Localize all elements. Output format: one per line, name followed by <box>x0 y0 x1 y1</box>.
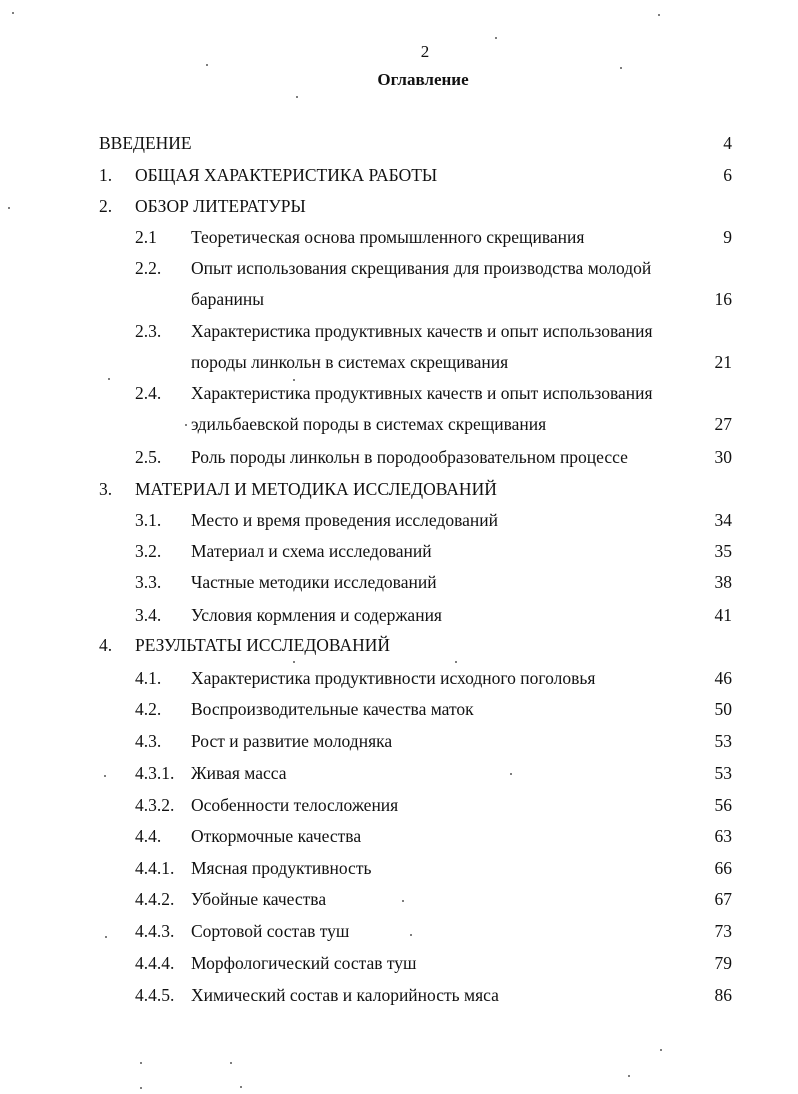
scan-speck <box>108 378 110 380</box>
scan-speck <box>402 900 404 902</box>
toc-entry-title: Живая масса <box>191 763 287 783</box>
toc-entry-number: 3.2. <box>135 541 162 561</box>
toc-entry-number: 4.2. <box>135 699 162 719</box>
toc-entry-title: ОБЩАЯ ХАРАКТЕРИСТИКА РАБОТЫ <box>135 165 438 185</box>
scan-speck <box>105 936 107 938</box>
toc-entry-title: ОБЗОР ЛИТЕРАТУРЫ <box>135 196 306 216</box>
toc-entry[interactable] <box>0 316 798 378</box>
toc-entry-page: 66 <box>714 858 732 878</box>
toc-entry-number: 4.4. <box>135 826 162 846</box>
toc-entry-title: Теоретическая основа промышленного скрещивания <box>191 227 585 247</box>
toc-entry[interactable] <box>0 378 798 440</box>
toc-entry-page: 63 <box>714 826 732 846</box>
toc-entry-number: 2.1 <box>135 227 157 247</box>
toc-entry-page: 86 <box>714 985 732 1005</box>
toc-entry[interactable] <box>0 980 798 1042</box>
toc-entry-number: 2.4. <box>135 383 162 403</box>
scan-speck <box>185 424 187 426</box>
toc-entry-page: 46 <box>714 668 732 688</box>
toc-entry-page: 38 <box>714 572 732 592</box>
toc-entry-page: 56 <box>714 795 732 815</box>
page-title: Оглавление <box>377 70 469 89</box>
toc-entry-title: Химический состав и калорийность мяса <box>191 985 499 1005</box>
toc-entry-title: РЕЗУЛЬТАТЫ ИССЛЕДОВАНИЙ <box>135 635 391 655</box>
toc-entry-page: 6 <box>723 165 732 185</box>
scan-speck <box>8 207 10 209</box>
toc-entry-page: 53 <box>714 731 732 751</box>
toc-entry-number: 4. <box>99 635 113 655</box>
scan-speck <box>410 934 412 936</box>
scan-speck <box>660 1049 662 1051</box>
toc-entry-title: Убойные качества <box>191 889 327 909</box>
scan-speck <box>12 12 14 14</box>
toc-entry-number: 2.2. <box>135 258 162 278</box>
toc-entry-number: 4.3.1. <box>135 763 175 783</box>
toc-entry-number: 3.3. <box>135 572 162 592</box>
toc-entry-number: 4.3.2. <box>135 795 175 815</box>
scan-speck <box>628 1075 630 1077</box>
toc-entry-page: 53 <box>714 763 732 783</box>
scan-speck <box>293 379 295 381</box>
toc-entry-number: 4.4.1. <box>135 858 175 878</box>
toc-entry-title: Особенности телосложения <box>191 795 399 815</box>
scan-speck <box>206 64 208 66</box>
page-number: 2 <box>420 42 430 61</box>
scan-speck <box>140 1087 142 1089</box>
toc-entry-number: 4.3. <box>135 731 162 751</box>
toc-entry-page: 50 <box>714 699 732 719</box>
toc-entry-title: Сортовой состав туш <box>191 921 350 941</box>
toc-entry-title: Условия кормления и содержания <box>191 605 442 625</box>
toc-entry-title: Частные методики исследований <box>191 572 437 592</box>
toc-entry-page: 30 <box>714 447 732 467</box>
scan-speck <box>658 14 660 16</box>
toc-entry-title: Характеристика продуктивных качеств и опыт использования породы линкольн в системах скрещивания <box>191 321 653 372</box>
toc-entry-number: 4.4.5. <box>135 985 175 1005</box>
scan-speck <box>293 661 295 663</box>
scan-speck <box>455 661 457 663</box>
toc-entry-number: 4.4.3. <box>135 921 175 941</box>
toc-entry-title: Воспроизводительные качества маток <box>191 699 474 719</box>
scan-speck <box>620 67 622 69</box>
scan-speck <box>240 1086 242 1088</box>
toc-entry-title: Роль породы линкольн в породообразовательном процессе <box>191 447 628 467</box>
scan-speck <box>230 1062 232 1064</box>
toc-entry-title: Материал и схема исследований <box>191 541 432 561</box>
toc-entry-page: 16 <box>714 289 732 309</box>
toc-entry-number: 1. <box>99 165 113 185</box>
toc-entry-page: 35 <box>714 541 732 561</box>
toc-entry-page: 4 <box>723 133 732 153</box>
toc-entry-page: 21 <box>714 352 732 372</box>
toc-entry-page: 34 <box>714 510 732 530</box>
scan-speck <box>104 775 106 777</box>
toc-entry-number: 3.4. <box>135 605 162 625</box>
scan-speck <box>140 1062 142 1064</box>
toc-entry-title: Место и время проведения исследований <box>191 510 498 530</box>
toc-entry-page: 79 <box>714 953 732 973</box>
toc-entry-number: 2.5. <box>135 447 162 467</box>
scan-speck <box>495 37 497 39</box>
toc-entry-title: Откормочные качества <box>191 826 362 846</box>
toc-entry-number: 2. <box>99 196 113 216</box>
toc-entry-title: Мясная продуктивность <box>191 858 372 878</box>
toc-entry[interactable] <box>0 253 798 315</box>
toc-entry-page: 41 <box>714 605 732 625</box>
toc-entry-number: 4.4.4. <box>135 953 175 973</box>
toc-entry-title: Опыт использования скрещивания для производства молодой баранины <box>191 258 652 309</box>
toc-entry-title: МАТЕРИАЛ И МЕТОДИКА ИССЛЕДОВАНИЙ <box>135 479 497 499</box>
toc-entry-title: Рост и развитие молодняка <box>191 731 393 751</box>
toc-entry-number: 4.4.2. <box>135 889 175 909</box>
toc-entry-number: 4.1. <box>135 668 162 688</box>
toc-entry-number: 3.1. <box>135 510 162 530</box>
toc-entry-page: 73 <box>714 921 732 941</box>
scan-speck <box>296 96 298 98</box>
toc-entry-page: 67 <box>714 889 732 909</box>
scan-speck <box>510 773 512 775</box>
toc-entry-title: Характеристика продуктивности исходного поголовья <box>191 668 596 688</box>
toc-entry-number: 3. <box>99 479 113 499</box>
toc-entry-title: ВВЕДЕНИЕ <box>99 133 192 153</box>
toc-entry-page: 27 <box>714 414 732 434</box>
toc-entry-title: Морфологический состав туш <box>191 953 417 973</box>
toc-entry-page: 9 <box>723 227 732 247</box>
toc-entry-number: 2.3. <box>135 321 162 341</box>
toc-entry-title: Характеристика продуктивных качеств и опыт использования эдильбаевской породы в системах скрещивания <box>191 383 653 434</box>
